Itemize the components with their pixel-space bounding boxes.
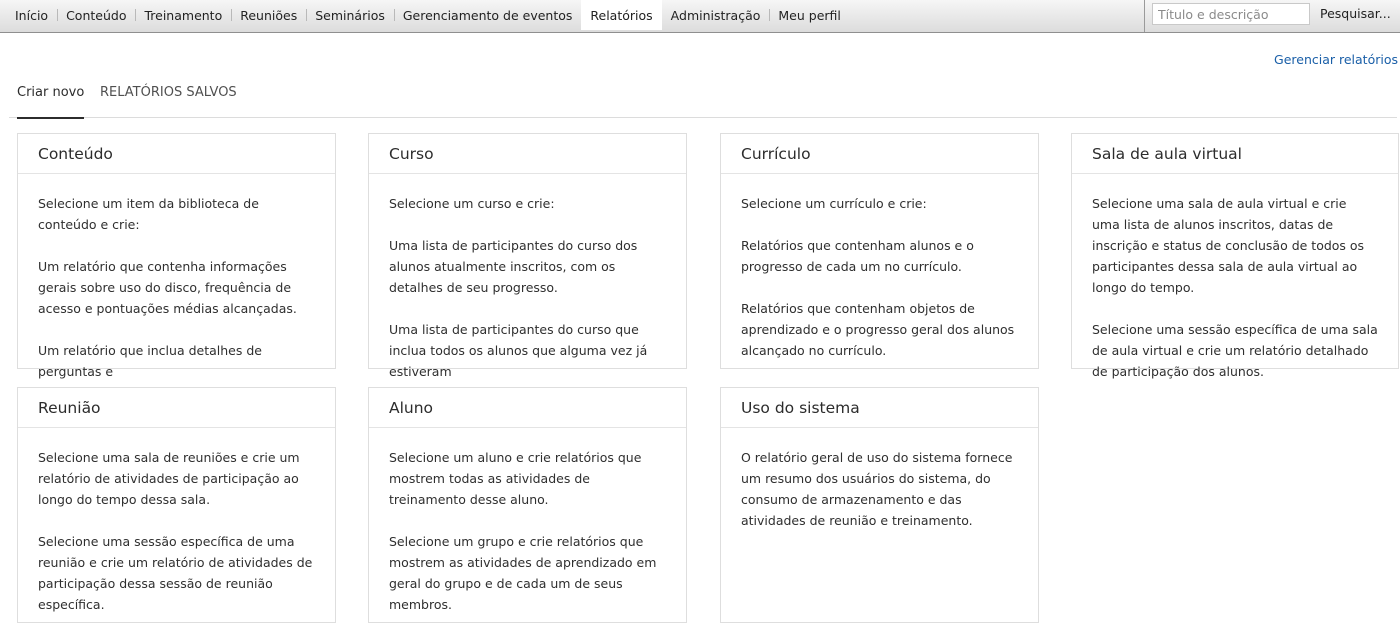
card-title: Currículo [721, 134, 1038, 174]
manage-reports-link[interactable]: Gerenciar relatórios [1274, 52, 1398, 67]
card-description [18, 428, 335, 615]
report-card-course[interactable] [368, 133, 687, 379]
top-navigation-bar [0, 0, 1400, 33]
card-paragraph: Selecione um currículo e crie: [741, 196, 927, 211]
card-paragraph: Selecione uma sala de reuniões e crie um relatório de atividades de participação ao longo do tempo dessa sala. [38, 450, 300, 507]
card-title: Sala de aula virtual [1072, 134, 1398, 174]
card-title: Reunião [18, 388, 335, 428]
report-card-learner[interactable] [368, 387, 687, 623]
nav-item-conteudo[interactable]: Conteúdo [57, 0, 135, 30]
card-paragraph: Uma lista de participantes do curso que inclua todos os alunos que alguma vez já estiveram [389, 322, 648, 379]
search-area [1144, 0, 1400, 32]
nav-item-treinamento[interactable]: Treinamento [135, 0, 231, 30]
card-description [1072, 174, 1398, 382]
card-title: Aluno [369, 388, 686, 428]
card-description [721, 174, 1038, 361]
card-description [369, 428, 686, 615]
nav-item-relatorios[interactable]: Relatórios [581, 0, 661, 30]
tab-saved-reports[interactable]: RELATÓRIOS SALVOS [100, 85, 237, 100]
card-paragraph: Selecione um curso e crie: [389, 196, 555, 211]
card-paragraph: Relatórios que contenham objetos de aprendizado e o progresso geral dos alunos alcançado no currículo. [741, 301, 1015, 358]
card-description [18, 174, 335, 382]
card-paragraph: Selecione um aluno e crie relatórios que mostrem todas as atividades de treinamento desse aluno. [389, 450, 642, 507]
report-card-virtual-classroom[interactable] [1071, 133, 1399, 379]
card-title: Curso [369, 134, 686, 174]
nav-item-meu-perfil[interactable]: Meu perfil [769, 0, 849, 30]
card-paragraph: Selecione um grupo e crie relatórios que mostrem as atividades de aprendizado em geral do grupo e de cada um de seus membros. [389, 534, 657, 612]
card-title: Conteúdo [18, 134, 335, 174]
card-description [369, 174, 686, 382]
card-paragraph: Selecione uma sessão específica de uma reunião e crie um relatório de atividades de participação dessa sessão de reunião específica. [38, 534, 313, 612]
card-paragraph: O relatório geral de uso do sistema fornece um resumo dos usuários do sistema, do consumo de armazenamento e das atividades de reunião e treinamento. [741, 450, 1013, 528]
nav-item-gerenciamento-de-eventos[interactable]: Gerenciamento de eventos [394, 0, 582, 30]
tab-create-new[interactable]: Criar novo [17, 85, 84, 119]
nav-item-administracao[interactable]: Administração [670, 7, 761, 23]
card-paragraph: Uma lista de participantes do curso dos alunos atualmente inscritos, com os detalhes de seu progresso. [389, 238, 638, 295]
report-tabs [9, 78, 1397, 118]
search-input[interactable] [1152, 3, 1310, 25]
nav-item-seminarios[interactable]: Seminários [306, 0, 394, 30]
report-card-curriculum[interactable] [720, 133, 1039, 369]
search-button[interactable]: Pesquisar... [1320, 6, 1391, 21]
nav-item-reunioes[interactable]: Reuniões [231, 0, 306, 30]
card-paragraph: Um relatório que inclua detalhes de perguntas e [38, 343, 262, 379]
card-paragraph: Selecione um item da biblioteca de conteúdo e crie: [38, 196, 259, 232]
card-paragraph: Relatórios que contenham alunos e o progresso de cada um no currículo. [741, 238, 974, 274]
card-paragraph: Um relatório que contenha informações gerais sobre uso do disco, frequência de acesso e pontuações médias alcançadas. [38, 259, 297, 316]
nav-item-inicio[interactable]: Início [15, 7, 49, 23]
report-card-content[interactable] [17, 133, 336, 379]
card-description [721, 428, 1038, 531]
report-card-meeting[interactable] [17, 387, 336, 623]
main-menu [6, 0, 850, 30]
report-card-system-usage[interactable] [720, 387, 1039, 623]
card-paragraph: Selecione uma sessão específica de uma sala de aula virtual e crie um relatório detalhado de participação dos alunos. [1092, 322, 1378, 379]
card-title: Uso do sistema [721, 388, 1038, 428]
card-paragraph: Selecione uma sala de aula virtual e crie uma lista de alunos inscritos, datas de inscrição e status de conclusão de todos os participantes dessa sala de aula virtual ao longo do tempo. [1092, 196, 1365, 295]
